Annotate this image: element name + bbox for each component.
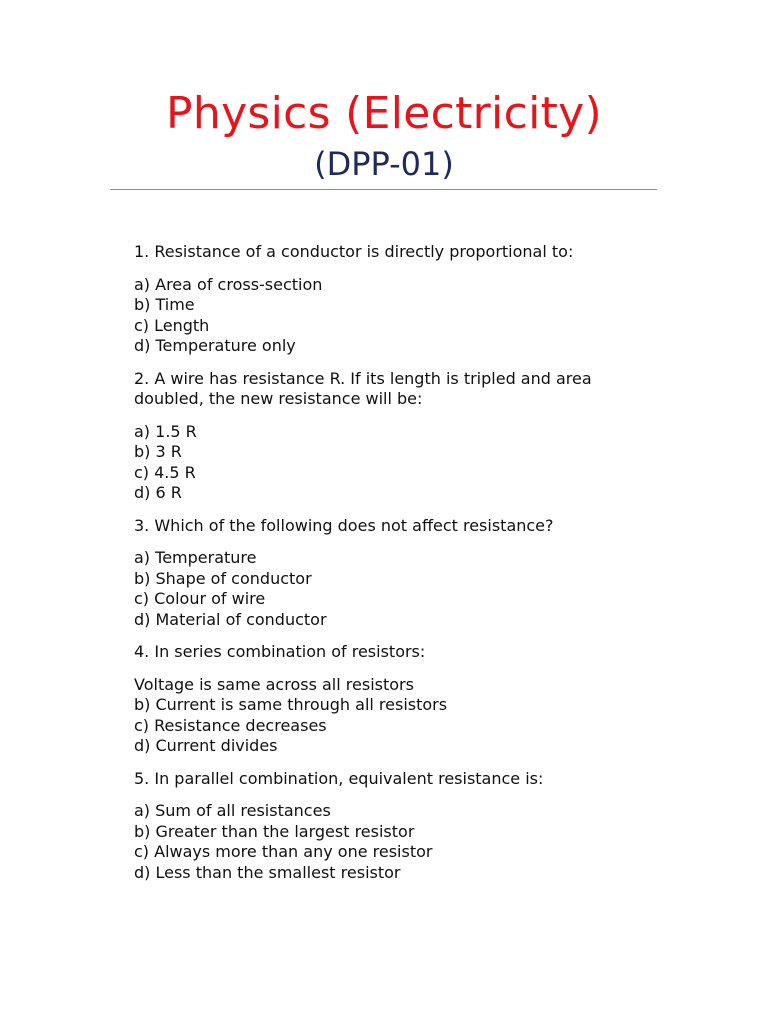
question-block-3 [134, 516, 654, 631]
question-text: 1. Resistance of a conductor is directly proportional to: [134, 242, 574, 261]
option-a: a) Area of cross-section [134, 274, 323, 294]
option-list [134, 548, 654, 630]
option-list [134, 422, 654, 504]
question-block-5 [134, 769, 654, 884]
question-text: 5. In parallel combination, equivalent resistance is: [134, 768, 544, 788]
title-divider [110, 189, 657, 190]
question-block-2 [134, 369, 654, 504]
option-d: d) Less than the smallest resistor [134, 862, 401, 882]
option-list [134, 801, 654, 883]
question-block-1 [134, 242, 654, 357]
question-block-4 [134, 642, 654, 757]
question-text: 3. Which of the following does not affect resistance? [134, 515, 554, 535]
option-c: c) Always more than any one resistor [134, 842, 433, 861]
page-subtitle: (DPP-01) [314, 145, 454, 183]
option-a: a) Sum of all resistances [134, 801, 331, 820]
question-text: 2. A wire has resistance R. If its length is tripled and area doubled, the new resistance will be: [134, 368, 592, 408]
option-b: b) Current is same through all resistors [134, 695, 448, 714]
option-a: a) Temperature [134, 548, 257, 567]
option-b: b) Time [134, 295, 195, 314]
option-c: c) Colour of wire [134, 589, 266, 608]
option-d: d) Temperature only [134, 336, 296, 355]
question-list [134, 242, 654, 895]
option-list [134, 275, 654, 357]
option-a: a) 1.5 R [134, 421, 197, 441]
option-c: c) 4.5 R [134, 462, 196, 482]
option-b: b) Greater than the largest resistor [134, 821, 415, 841]
option-b: b) Shape of conductor [134, 568, 312, 588]
option-c: c) Length [134, 315, 210, 335]
option-d: d) 6 R [134, 483, 182, 502]
option-a: Voltage is same across all resistors [134, 674, 414, 694]
option-d: d) Current divides [134, 736, 278, 755]
option-d: d) Material of conductor [134, 609, 327, 629]
option-b: b) 3 R [134, 442, 182, 461]
option-list [134, 675, 654, 757]
question-text: 4. In series combination of resistors: [134, 642, 426, 661]
option-c: c) Resistance decreases [134, 715, 327, 735]
page-title: Physics (Electricity) [166, 88, 602, 139]
